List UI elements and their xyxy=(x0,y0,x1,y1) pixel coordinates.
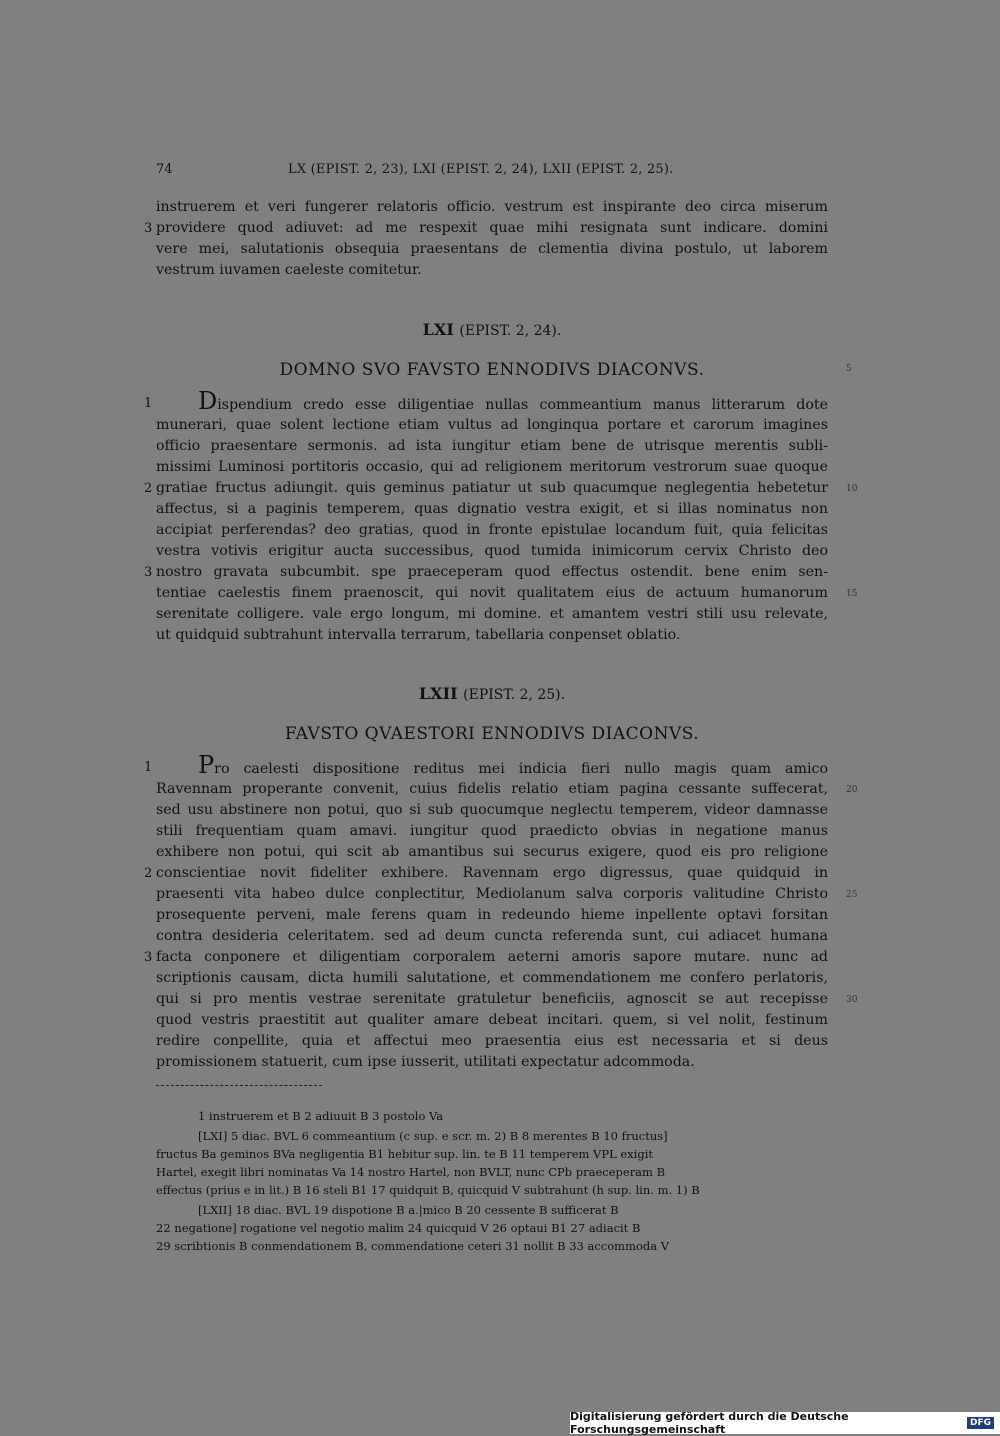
text-line: exhibere non potui, qui scit ab amantibus sui securus exigere, quod eis pro religione xyxy=(156,844,828,860)
text-line: serenitate colligere. vale ergo longum, mi domine. et amantem vestri stili usu relevate, xyxy=(156,606,828,622)
section-number: 3 xyxy=(144,950,153,965)
text-line: vestra votivis erigitur aucta successibus, quod tumida inimicorum cervix Christo deo xyxy=(156,543,828,559)
initial-letter: D xyxy=(198,387,218,415)
section-number: 3 xyxy=(144,565,153,580)
text-line: 1 Dispendium credo esse diligentiae nullas commeantium manus litterarum dote xyxy=(144,387,828,415)
letter-title: FAVSTO QVAESTORI ENNODIVS DIACONVS. xyxy=(284,724,700,744)
letter-number: LXI (EPIST. 2, 24). xyxy=(422,320,562,339)
text-line: stili frequentiam quam amavi. iungitur quod praedicto obvias in negatione manus xyxy=(156,823,828,839)
text-line: vere mei, salutationis obsequia praesentans de clementia divina postulo, ut laborem xyxy=(156,241,828,257)
letter-number: LXII (EPIST. 2, 25). xyxy=(418,684,566,703)
text-line: quod vestris praestitit aut qualiter amare debeat incitari. quem, si vel nolit, festinum xyxy=(156,1012,828,1028)
text-line: instruerem et veri fungerer relatoris officio. vestrum est inspirante deo circa miserum xyxy=(156,199,828,215)
text-line: 2 gratiae fructus adiungit. quis geminus patiatur ut sub quacumque neglegentia hebetetur xyxy=(156,478,828,499)
text-line: 3 nostro gravata subcumbit. spe praeceperam quod effectus ostendit. bene enim sen- xyxy=(156,562,828,583)
section-number: 1 xyxy=(144,760,153,775)
margin-line-number: 20 xyxy=(846,785,858,795)
note-line: 22 negatione] rogatione vel negotio malim 24 quicquid V 26 optaui B1 27 adiacit B xyxy=(156,1221,641,1235)
text-line: 3 providere quod adiuvet: ad me respexit quae mihi resignata sunt indicare. domini xyxy=(156,218,828,239)
text-line: prosequente perveni, male ferens quam in redeundo hieme inpellente optavi forsitan xyxy=(156,907,828,923)
text-line: vestrum iuvamen caeleste comitetur. xyxy=(156,262,422,278)
text-line: 3 facta conponere et diligentiam corporalem aeterni amoris sapore mutare. nunc ad xyxy=(156,947,828,968)
text-line: 2 conscientiae novit fideliter exhibere. Ravennam ergo digressus, quae quidquid in xyxy=(156,863,828,884)
text-line: 1 Pro caelesti dispositione reditus mei indicia fieri nullo magis quam amico xyxy=(144,751,828,779)
text-line: qui si pro mentis vestrae serenitate gratuletur beneficiis, agnoscit se aut recepisse xyxy=(156,991,828,1007)
letter-title: DOMNO SVO FAVSTO ENNODIVS DIACONVS. xyxy=(279,360,705,380)
margin-line-number: 25 xyxy=(846,890,858,900)
running-title: LX (EPIST. 2, 23), LXI (EPIST. 2, 24), LXII (EPIST. 2, 25). xyxy=(288,162,674,177)
text-line: praesenti vita habeo dulce conplectitur, Mediolanum salva corporis valitudine Christo xyxy=(156,886,828,902)
text-line: promissionem statuerit, cum ipse iusserit, utilitati expectatur adcommoda. xyxy=(156,1054,695,1070)
section-number: 2 xyxy=(144,866,153,881)
funding-footer xyxy=(570,1412,1000,1434)
text-line: Ravennam properante convenit, cuius fidelis relatio etiam pagina cessante suffecerat, xyxy=(156,781,828,797)
dfg-logo: DFG xyxy=(967,1417,994,1429)
footnote-rule xyxy=(156,1085,322,1086)
margin-line-number: 5 xyxy=(846,364,852,374)
margin-line-number: 30 xyxy=(846,995,858,1005)
note-line: fructus Ba geminos BVa negligentia B1 hebitur sup. lin. te B 11 temperem VPL exigit xyxy=(156,1147,654,1161)
text-line: accipiat perferendas? deo gratias, quod in fronte epistulae locandum fuit, quia felicitas xyxy=(156,522,828,538)
text-line: redire conpellite, quia et affectui meo praesentia eius est necessaria et si deus xyxy=(156,1033,828,1049)
note-line: [LXI] 5 diac. BVL 6 commeantium (c sup. e scr. m. 2) B 8 merentes B 10 fructus] xyxy=(198,1129,668,1143)
note-line: [LXII] 18 diac. BVL 19 dispotione B a.|mico B 20 cessente B sufficerat B xyxy=(198,1203,619,1217)
running-header xyxy=(156,162,826,182)
text-line: tentiae caelestis finem praenoscit, qui novit qualitatem eius de actuum humanorum xyxy=(156,585,828,601)
letter-reference: (EPIST. 2, 24). xyxy=(459,323,562,339)
text-line: munerari, quae solent lectione etiam vultus ad longinqua portare et carorum imagines xyxy=(156,417,828,433)
margin-line-number: 15 xyxy=(846,589,858,599)
letter-reference: (EPIST. 2, 25). xyxy=(463,687,566,703)
text-line: scriptionis causam, dicta humili salutatione, et commendationem me confero perlatoris, xyxy=(156,970,828,986)
initial-letter: P xyxy=(198,751,215,779)
margin-line-number: 10 xyxy=(846,484,858,494)
note-line: 29 scribtionis B conmendationem B, commendatione ceteri 31 nollit B 33 accommoda V xyxy=(156,1239,670,1253)
text-line: affectus, si a paginis temperem, quas dignatio vestra exigit, et si illas nominatus non xyxy=(156,501,828,517)
section-number: 3 xyxy=(144,221,153,236)
text-line: ut quidquid subtrahunt intervalla terrarum, tabellaria conpenset oblatio. xyxy=(156,627,681,643)
section-number: 1 xyxy=(144,396,153,411)
text-line: sed usu abstinere non potui, quo si sub quocumque neglectu temperem, videor damnasse xyxy=(156,802,828,818)
note-line: Hartel, exegit libri nominatas Va 14 nostro Hartel, non BVLT, nunc CPb praeceperam B xyxy=(156,1165,666,1179)
text-line: officio praesentare sermonis. ad ista iungitur etiam bene de utrisque merentis subli- xyxy=(156,438,828,454)
text-line: contra desideria celeritatem. sed ad deum cuncta referenda sunt, cui adiacet humana xyxy=(156,928,828,944)
note-line: effectus (prius e in lit.) B 16 steli B1 17 quidquit B, quicquid V subtrahunt (h sup. lin. m. 1) B xyxy=(156,1183,700,1197)
text-line: missimi Luminosi portitoris occasio, qui ad religionem meritorum vestrorum suae quoque xyxy=(156,459,828,475)
funding-text: Digitalisierung gefördert durch die Deutsche Forschungsgemeinschaft xyxy=(570,1410,849,1436)
page-number: 74 xyxy=(156,162,173,177)
section-number: 2 xyxy=(144,481,153,496)
note-line: 1 instruerem et B 2 adiuuit B 3 postolo Va xyxy=(198,1109,444,1123)
